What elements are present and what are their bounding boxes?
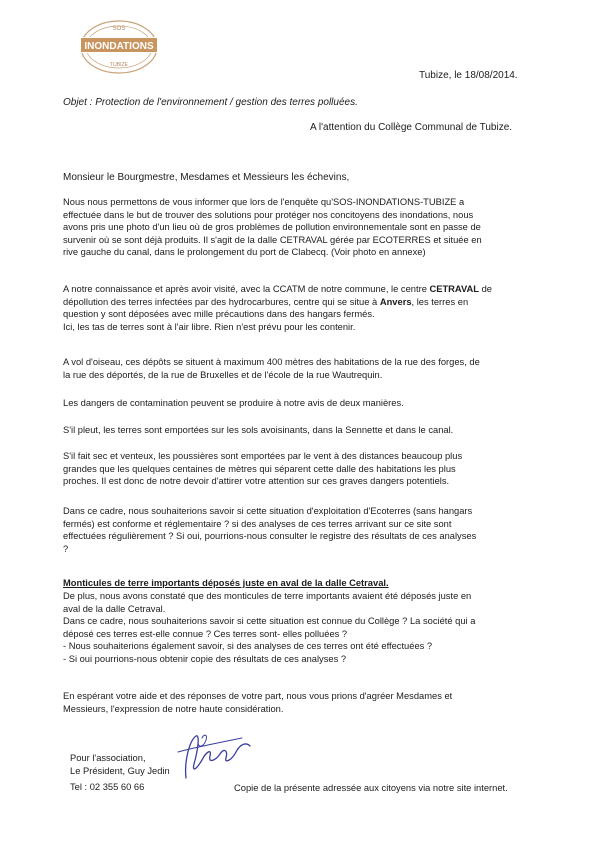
- text-line: - Nous souhaiterions également savoir, si des analyses de ces terres ont été effectuées ?: [63, 641, 433, 652]
- text-line: A vol d'oiseau, ces dépôts se situent à maximum 400 mètres des habitations de la rue des forges, de: [63, 357, 480, 367]
- sos-inondations-logo: [78, 18, 160, 76]
- svg-text:TUBIZE: TUBIZE: [110, 62, 128, 68]
- signoff-association: Pour l'association,: [70, 753, 146, 763]
- text-line: Dans ce cadre, nous souhaiterions savoir si cette situation d'exploitation d'Ecoterres (sans hangars: [63, 506, 473, 516]
- text-line: Dans ce cadre, nous souhaiterions savoir si cette situation est connue du Collège ? La société qui a: [63, 616, 476, 627]
- paragraph-investigation: [63, 196, 525, 259]
- text-line: S'il pleut, les terres sont emportées sur les sols avoisinants, dans la Sennette et dans le canal.: [63, 425, 454, 435]
- text-line: dépollution des terres infectées par des hydrocarbures, centre qui se situe à Anvers, les terres en: [63, 296, 469, 307]
- paragraph-rain: [63, 424, 525, 437]
- text-line: fermés) est conforme et réglementaire ? si des analyses de ces terres arrivant sur ce site sont: [63, 518, 452, 529]
- text-line: Les dangers de contamination peuvent se produire à notre avis de deux manières.: [63, 398, 404, 408]
- text-line: proches. Il est donc de notre devoir d'attirer votre attention sur ces graves dangers potentiels.: [63, 476, 450, 487]
- text-line: question y sont déposées avec mille précautions dans des hangars fermés.: [63, 309, 375, 320]
- text-line: déposé ces terres est-elle connue ? Ces terres sont- elles polluées ?: [63, 628, 348, 639]
- text-line: De plus, nous avons constaté que des monticules de terre importants avaient été déposés juste en: [63, 591, 472, 601]
- svg-text:SOS: SOS: [112, 26, 126, 32]
- text-line: effectuées régulièrement ? Si oui, pourrions-nous consulter le registre des résultats de ces analyses: [63, 531, 477, 542]
- paragraph-monticules: [63, 590, 525, 666]
- text-line: aval de la dalle Cetraval.: [63, 603, 166, 614]
- letter-subject: Objet : Protection de l'environnement / gestion des terres polluées.: [63, 97, 358, 108]
- paragraph-dangers: [63, 397, 525, 410]
- text-line: Messieurs, l'expression de notre haute considération.: [63, 703, 284, 714]
- copy-note: Copie de la présente adressée aux citoyens via notre site internet.: [234, 783, 508, 793]
- paragraph-questions: [63, 505, 525, 555]
- svg-text:INONDATIONS: INONDATIONS: [84, 41, 154, 52]
- letter-recipient: A l'attention du Collège Communal de Tubize.: [310, 122, 513, 133]
- text-line: la rue des déportés, de la rue de Bruxelles et de l'école de la rue Wautrequin.: [63, 369, 383, 380]
- paragraph-wind: [63, 450, 525, 488]
- text-line: Nous nous permettons de vous informer que lors de l'enquête qu'SOS-INONDATIONS-TUBIZE a: [63, 197, 465, 207]
- text-line: effectuée dans le but de trouver des solutions pour protéger nos concitoyens des inondations, nous: [63, 209, 474, 220]
- text-line: En espérant votre aide et des réponses de votre part, nous vous prions d'agréer Mesdames et: [63, 691, 453, 701]
- text-line: avons pris une photo d'un lieu où de gros problèmes de pollution environnementale sont en passe de: [63, 222, 481, 233]
- text-line: rive gauche du canal, dans le prolongement du port de Clabecq. (Voir photo en annexe): [63, 247, 426, 258]
- text-line: - Si oui pourrions-nous obtenir copie des résultats de ces analyses ?: [63, 653, 347, 664]
- section-heading: [63, 577, 525, 590]
- paragraph-cetraval-visit: [63, 283, 525, 333]
- text-line: grandes que les quelques centaines de mètres qui séparent cette dalle des habitations les plus: [63, 463, 456, 474]
- phone-number: Tel : 02 355 60 66: [70, 782, 145, 793]
- handwritten-signature: [172, 730, 256, 784]
- text-line: ?: [63, 543, 69, 554]
- text-line: S'il fait sec et venteux, les poussières sont emportées par le vent à des distances beaucoup plus: [63, 451, 463, 461]
- letter-salutation: Monsieur le Bourgmestre, Mesdames et Messieurs les échevins,: [63, 172, 350, 183]
- letter-date: Tubize, le 18/08/2014.: [419, 70, 518, 81]
- paragraph-closing: [63, 690, 525, 715]
- heading-text: Monticules de terre importants déposés juste en aval de la dalle Cetraval.: [63, 578, 389, 588]
- signoff-president: Le Président, Guy Jedin: [70, 765, 170, 776]
- text-line: A notre connaissance et après avoir visité, avec la CCATM de notre commune, le centre CETRAVAL de: [63, 284, 492, 294]
- text-line: Ici, les tas de terres sont à l'air libre. Rien n'est prévu pour les contenir.: [63, 321, 356, 332]
- paragraph-distance: [63, 356, 525, 381]
- text-line: survenir où se sont déjà produits. Il s'agit de la dalle CETRAVAL gérée par ECOTERRES et située en: [63, 234, 482, 245]
